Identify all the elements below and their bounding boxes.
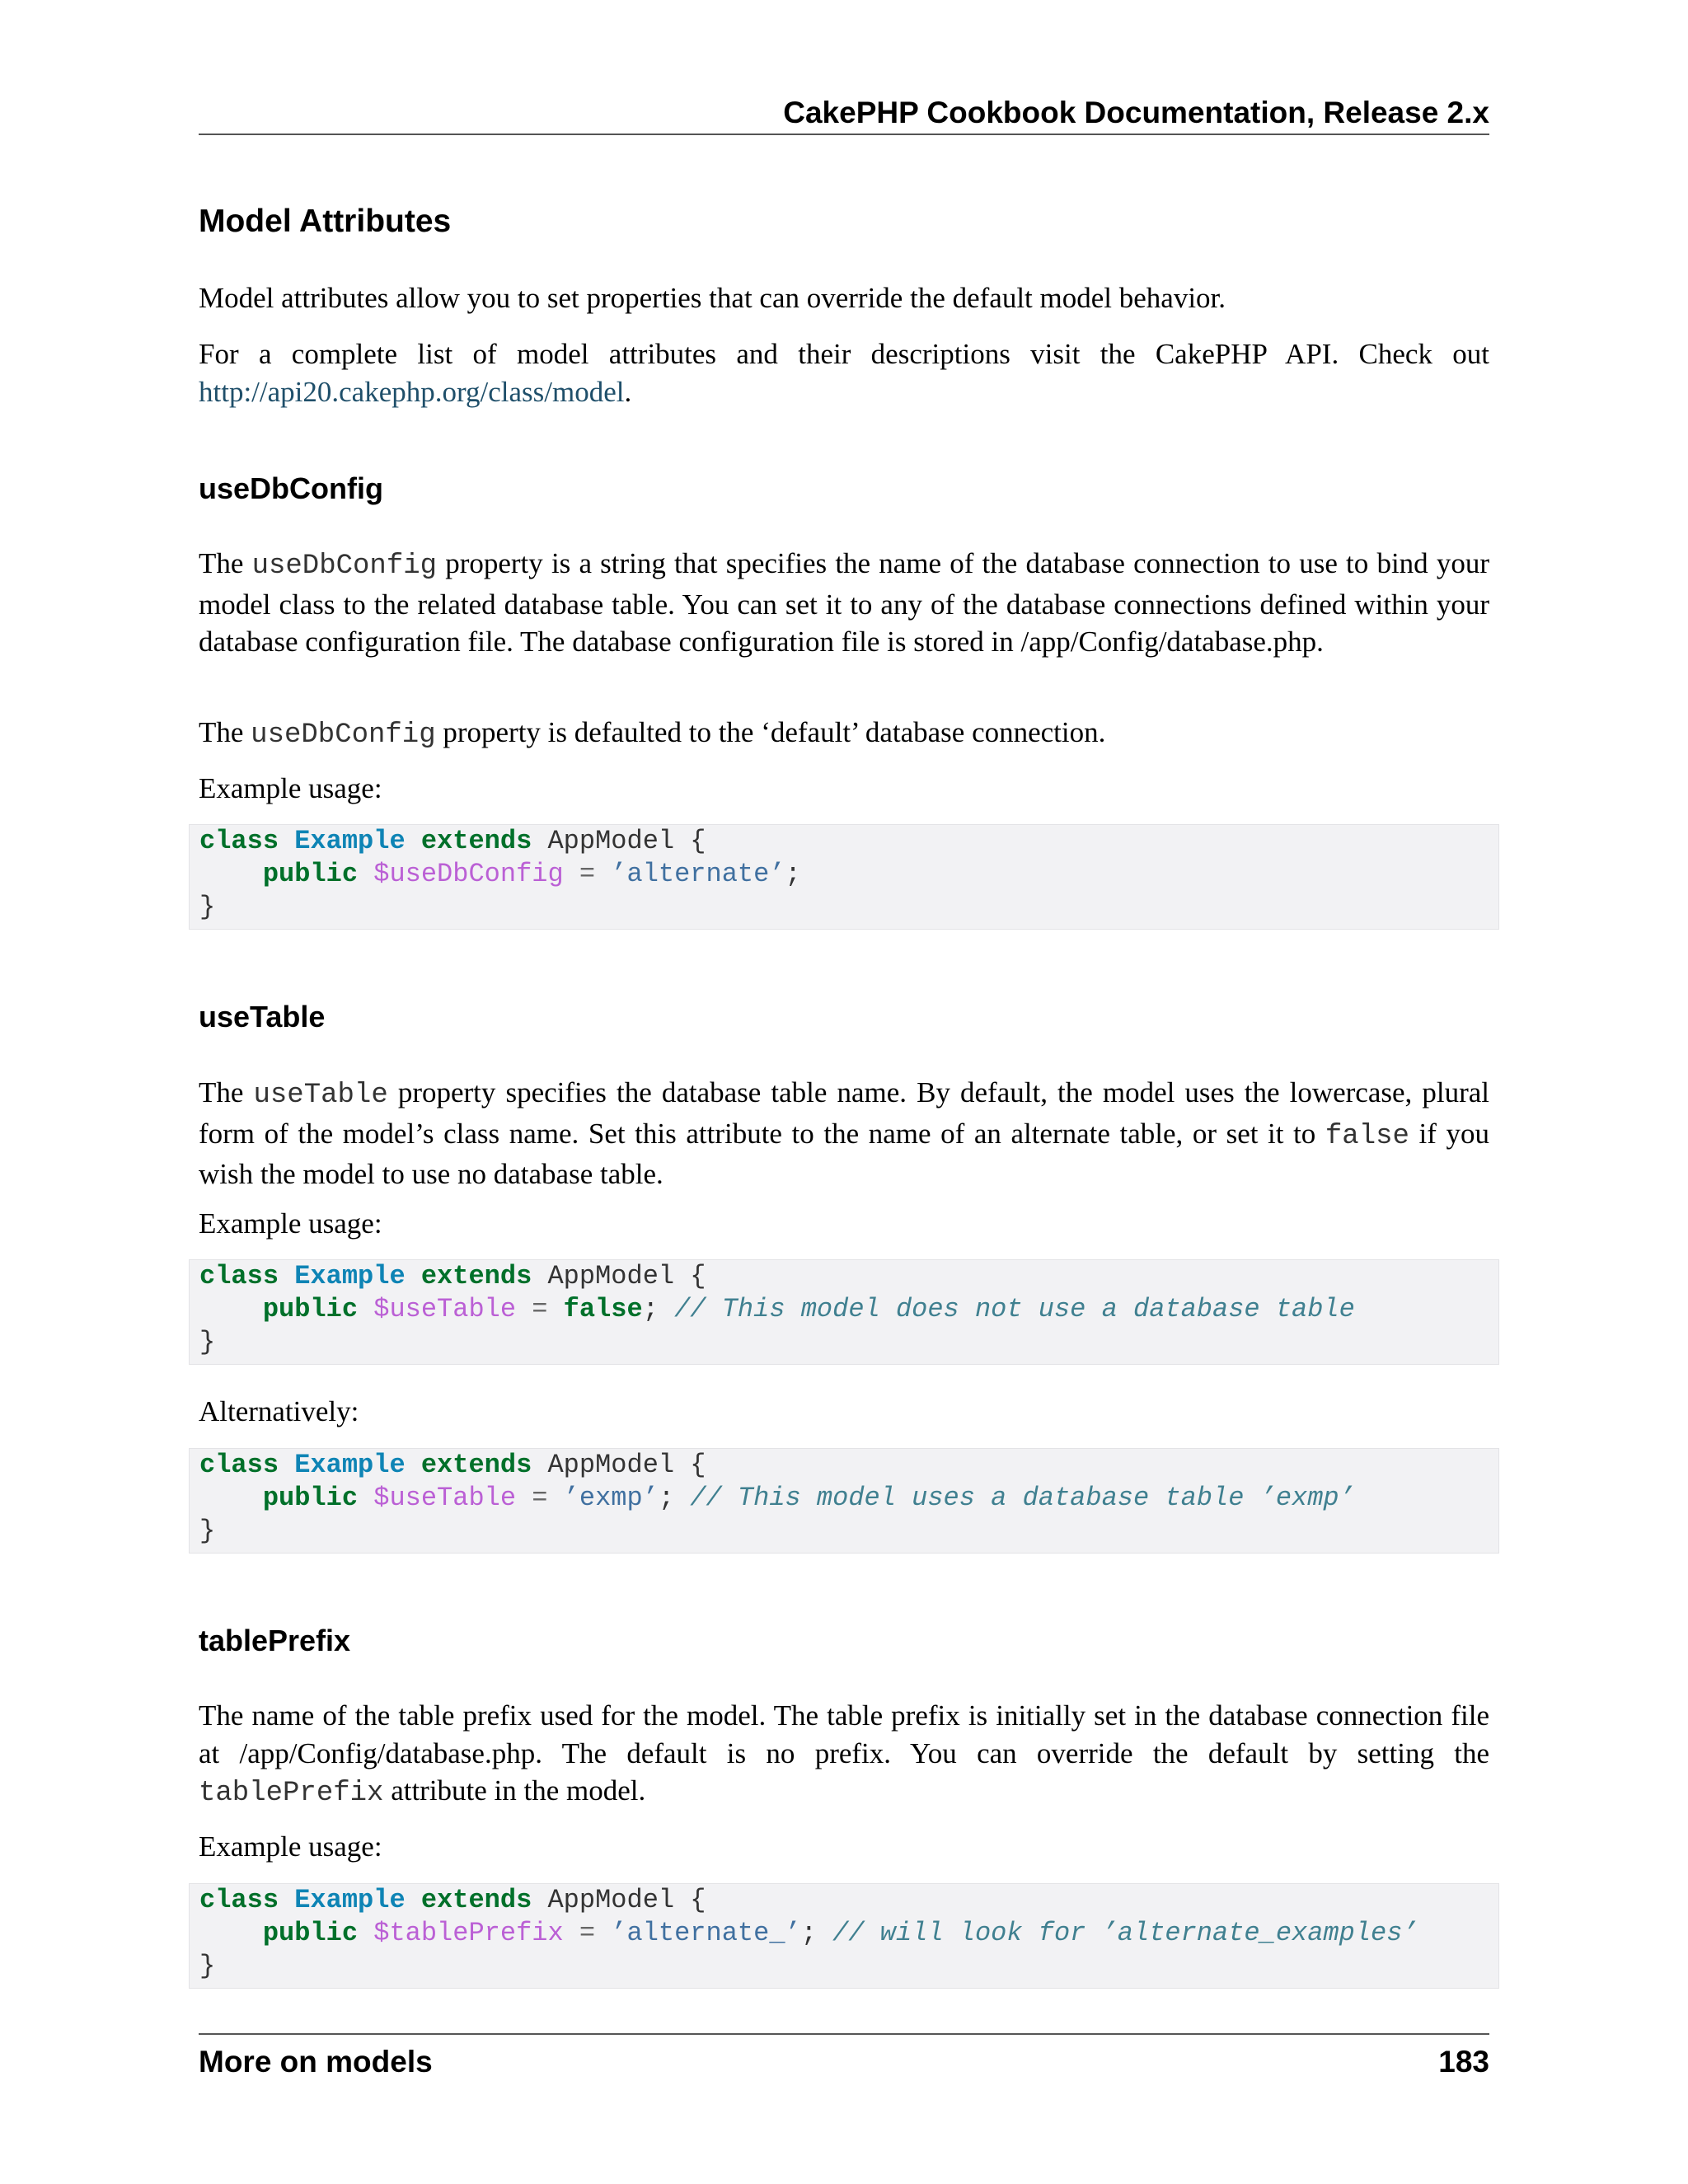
intro-paragraph: Model attributes allow you to set properties that can override the default model behavior. [199, 282, 1226, 314]
running-header: CakePHP Cookbook Documentation, Release 2.x [783, 96, 1489, 129]
usedbconfig-paragraph-2: The useDbConfig property is defaulted to the ‘default’ database connection. [199, 716, 1106, 751]
inline-code: useDbConfig [251, 551, 438, 582]
code-block-usetable-false: class Example extends AppModel { public $useTable = false; // This model does not use a database table } [189, 1259, 1499, 1365]
header-rule [199, 134, 1489, 135]
code-block-tableprefix: class Example extends AppModel { public $tablePrefix = ’alternate_’; // will look for ’alternate_examples’ } [189, 1883, 1499, 1989]
footer-rule [199, 2033, 1489, 2035]
page-number: 183 [1438, 2045, 1489, 2079]
subsection-title-tableprefix: tablePrefix [199, 1624, 351, 1657]
inline-code: tablePrefix [199, 1778, 384, 1809]
subsection-title-usedbconfig: useDbConfig [199, 471, 383, 505]
example-usage-label: Example usage: [199, 772, 382, 804]
section-title: Model Attributes [199, 204, 452, 239]
api-paragraph: For a complete list of model attributes and their descriptions visit the CakePHP API. Check out http://api20.cakephp.org/class/model. [199, 338, 1489, 408]
inline-code: false [1325, 1120, 1409, 1152]
example-usage-label: Example usage: [199, 1830, 382, 1863]
usetable-paragraph-1: The useTable property specifies the database table name. By default, the model uses the lowercase, plural form of the model’s class name. Set this attribute to the name of an alternate table, or set it to false if you wish the model to use no database table. [199, 1076, 1489, 1190]
footer-section-name: More on models [199, 2045, 433, 2079]
example-usage-label: Example usage: [199, 1207, 382, 1240]
tableprefix-paragraph-1: The name of the table prefix used for the model. The table prefix is initially set in the database connection file at /app/Config/database.php. The default is no prefix. You can override the default by setting the tablePrefix attribute in the model. [199, 1699, 1489, 1809]
inline-code: useDbConfig [251, 719, 436, 751]
code-block-usedbconfig: class Example extends AppModel { public $useDbConfig = ’alternate’; } [189, 824, 1499, 930]
subsection-title-usetable: useTable [199, 1000, 326, 1033]
alternatively-label: Alternatively: [199, 1395, 359, 1427]
code-block-usetable-exmp: class Example extends AppModel { public $useTable = ’exmp’; // This model uses a database table ’exmp’ } [189, 1448, 1499, 1554]
api-link[interactable]: http://api20.cakephp.org/class/model [199, 375, 625, 408]
usedbconfig-paragraph-1: The useDbConfig property is a string that specifies the name of the database connection to use to bind your model class to the related database table. You can set it to any of the database connections defined within your database configuration file. The database configuration file is stored in /app/Config/database.php. [199, 547, 1489, 658]
inline-code: useTable [253, 1080, 388, 1111]
